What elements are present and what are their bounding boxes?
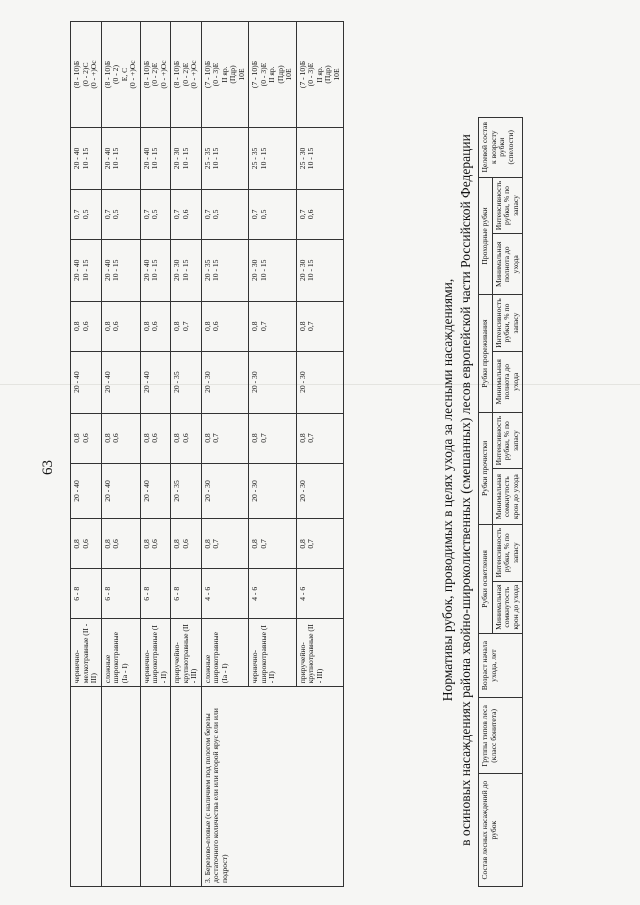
header-prochistka: Рубки прочистки [479, 412, 493, 524]
cell-prohod-min: 0,7 0,5 [140, 189, 171, 239]
table-title-line-2: в осиновых насаждениях района хвойно-широколиственных (смешанных) лесов европейской части Российской Федерации [458, 134, 473, 846]
norms-table-body [70, 21, 344, 887]
cell-prorezh-min: 0,8 0,6 [140, 301, 171, 351]
section-3-title: 3. Березово-еловые (с наличием под пологом березы достаточного количества ели или второй ярус ели или подрост) [201, 687, 344, 887]
cell-proch-min: 0,8 0,6 [71, 413, 102, 463]
cell-prohod-min: 0,7 0,5 [201, 189, 249, 239]
cell-age: 6 - 8 [71, 569, 102, 619]
cell-proch-min: 0,8 0,6 [171, 413, 202, 463]
cell-target: (7 - 10)Б (0 - 3)Е II яр. (Пдр) 10Е [249, 22, 297, 128]
cell-proch-int: 20 - 40 [71, 351, 102, 413]
cell-osv-int: 20 - 30 [201, 463, 249, 519]
cell-age: 4 - 6 [249, 569, 297, 619]
cell-group: сложные широкотравные (Ia - I) [201, 619, 249, 687]
cell-prorezh-int: 20 - 30 10 - 15 [249, 239, 297, 301]
cell-prohod-min: 0,7 0,5 [101, 189, 140, 239]
table-row [71, 22, 102, 887]
composition-cell [140, 687, 171, 887]
cell-prohod-int: 20 - 40 10 - 15 [71, 127, 102, 189]
cell-group: приручейно-крупнотравные (II - III) [296, 619, 344, 687]
header-osvetlenie: Рубки осветления [479, 525, 493, 634]
composition-cell [71, 687, 102, 887]
cell-age: 4 - 6 [201, 569, 249, 619]
cell-osv-min: 0,8 0,6 [171, 519, 202, 569]
cell-prorezh-int: 20 - 30 10 - 15 [171, 239, 202, 301]
cell-prorezh-min: 0,8 0,7 [296, 301, 344, 351]
cell-osv-min: 0,8 0,7 [296, 519, 344, 569]
cell-prohod-min: 0,7 0,5 [71, 189, 102, 239]
header-prohodnye: Проходные рубки [479, 177, 493, 295]
cell-osv-int: 20 - 40 [140, 463, 171, 519]
header-start-age: Возраст начала ухода, лет [479, 633, 523, 698]
cell-target: (8 - 10)Б (0 - 2) Е, С (0 - +)Ос [101, 22, 140, 128]
cell-osv-min: 0,8 0,7 [249, 519, 297, 569]
cell-age: 6 - 8 [171, 569, 202, 619]
cell-prorezh-min: 0,8 0,7 [171, 301, 202, 351]
header-prorezhivanie: Рубки прореживания [479, 295, 493, 413]
header-proch-min: Минимальная сомкнутость крон до ухода [492, 469, 523, 525]
cell-prohod-int: 20 - 30 10 - 15 [171, 127, 202, 189]
cell-proch-min: 0,8 0,7 [296, 413, 344, 463]
header-osv-min: Минимальная сомкнутость крон до ухода [492, 581, 523, 633]
cell-target: (8 - 10)Б (0 - 2)Е (0 - +)Ос [140, 22, 171, 128]
cell-age: 6 - 8 [140, 569, 171, 619]
cell-osv-min: 0,8 0,6 [71, 519, 102, 569]
cell-group: сложные широкотравные (Ia - I) [101, 619, 140, 687]
header-proch-int: Интенсивность рубки, % по запасу [492, 412, 523, 469]
cell-prorezh-min: 0,8 0,6 [71, 301, 102, 351]
cell-prorezh-min: 0,8 0,6 [101, 301, 140, 351]
cell-prorezh-min: 0,8 0,7 [249, 301, 297, 351]
cell-prohod-min: 0,7 0,5 [249, 189, 297, 239]
cell-osv-int: 20 - 30 [249, 463, 297, 519]
header-osv-int: Интенсивность рубки, % по запасу [492, 525, 523, 582]
cell-proch-int: 20 - 35 [171, 351, 202, 413]
composition-cell [171, 687, 202, 887]
header-target-composition: Целевой состав к возрасту рубки (спелости) [479, 117, 523, 177]
cell-prorezh-int: 20 - 40 10 - 15 [71, 239, 102, 301]
cell-prohod-min: 0,7 0,6 [296, 189, 344, 239]
header-prorezh-min: Минимальная полнота до ухода [492, 351, 523, 412]
cell-proch-int: 20 - 30 [249, 351, 297, 413]
header-composition: Состав лесных насаждений до рубок [479, 774, 523, 887]
table-row [201, 22, 249, 887]
cell-osv-min: 0,8 0,7 [201, 519, 249, 569]
cell-prorezh-int: 20 - 30 10 - 15 [296, 239, 344, 301]
cell-osv-min: 0,8 0,6 [101, 519, 140, 569]
cell-prohod-int: 20 - 40 10 - 15 [101, 127, 140, 189]
cell-prorezh-int: 20 - 40 10 - 15 [140, 239, 171, 301]
cell-proch-int: 20 - 40 [140, 351, 171, 413]
cell-target: (7 - 10)Б (0 - 3)Е II яр. (Пдр) 10Е [201, 22, 249, 128]
cell-proch-min: 0,8 0,7 [201, 413, 249, 463]
cell-prohod-min: 0,7 0,6 [171, 189, 202, 239]
cell-osv-int: 20 - 35 [171, 463, 202, 519]
composition-cell [101, 687, 140, 887]
header-forest-groups: Группы типов леса (класс бонитета) [479, 698, 523, 774]
header-spacer [479, 21, 523, 117]
cell-age: 4 - 6 [296, 569, 344, 619]
cell-proch-int: 20 - 30 [201, 351, 249, 413]
cell-group: чернично-широкотравные (I - II) [140, 619, 171, 687]
norms-table-header [478, 21, 523, 887]
cell-prorezh-int: 20 - 35 10 - 15 [201, 239, 249, 301]
cell-proch-int: 20 - 30 [296, 351, 344, 413]
page-number: 63 [40, 460, 56, 475]
cell-age: 6 - 8 [101, 569, 140, 619]
cell-osv-int: 20 - 30 [296, 463, 344, 519]
cell-osv-int: 20 - 40 [71, 463, 102, 519]
cell-target: (7 - 10)Б (0 - 3)Е II яр. (Пдр) 10Е [296, 22, 344, 128]
cell-target: (8 - 10)Б (0 - 2)Е (0 - +)Ос [171, 22, 202, 128]
table-row [140, 22, 171, 887]
cell-osv-int: 20 - 40 [101, 463, 140, 519]
cell-proch-int: 20 - 40 [101, 351, 140, 413]
header-prohod-int: Интенсивность рубки, % по запасу [492, 177, 523, 234]
cell-proch-min: 0,8 0,6 [101, 413, 140, 463]
cell-prorezh-int: 20 - 40 10 - 15 [101, 239, 140, 301]
cell-group: чернично-мелкотравные (II - III) [71, 619, 102, 687]
cell-prohod-int: 25 - 30 10 - 15 [296, 127, 344, 189]
table-row [101, 22, 140, 887]
cell-prorezh-min: 0,8 0,6 [201, 301, 249, 351]
header-prohod-min: Минимальная полнота до ухода [492, 234, 523, 295]
header-prorezh-int: Интенсивность рубки, % по запасу [492, 295, 523, 352]
cell-prohod-int: 25 - 35 10 - 15 [201, 127, 249, 189]
cell-proch-min: 0,8 0,7 [249, 413, 297, 463]
cell-prohod-int: 20 - 40 10 - 15 [140, 127, 171, 189]
cell-osv-min: 0,8 0,6 [140, 519, 171, 569]
cell-group: приручейно-крупнотравные (II - III) [171, 619, 202, 687]
cell-target: (8 - 10)Б (0 - 2)С (0 - +)Ос [71, 22, 102, 128]
cell-group: чернично-широкотравные (I - II) [249, 619, 297, 687]
cell-prohod-int: 25 - 35 10 - 15 [249, 127, 297, 189]
table-title-line-1: Нормативы рубок, проводимых в целях ухода за лесными насаждениями, [440, 278, 455, 702]
table-row [171, 22, 202, 887]
cell-proch-min: 0,8 0,6 [140, 413, 171, 463]
